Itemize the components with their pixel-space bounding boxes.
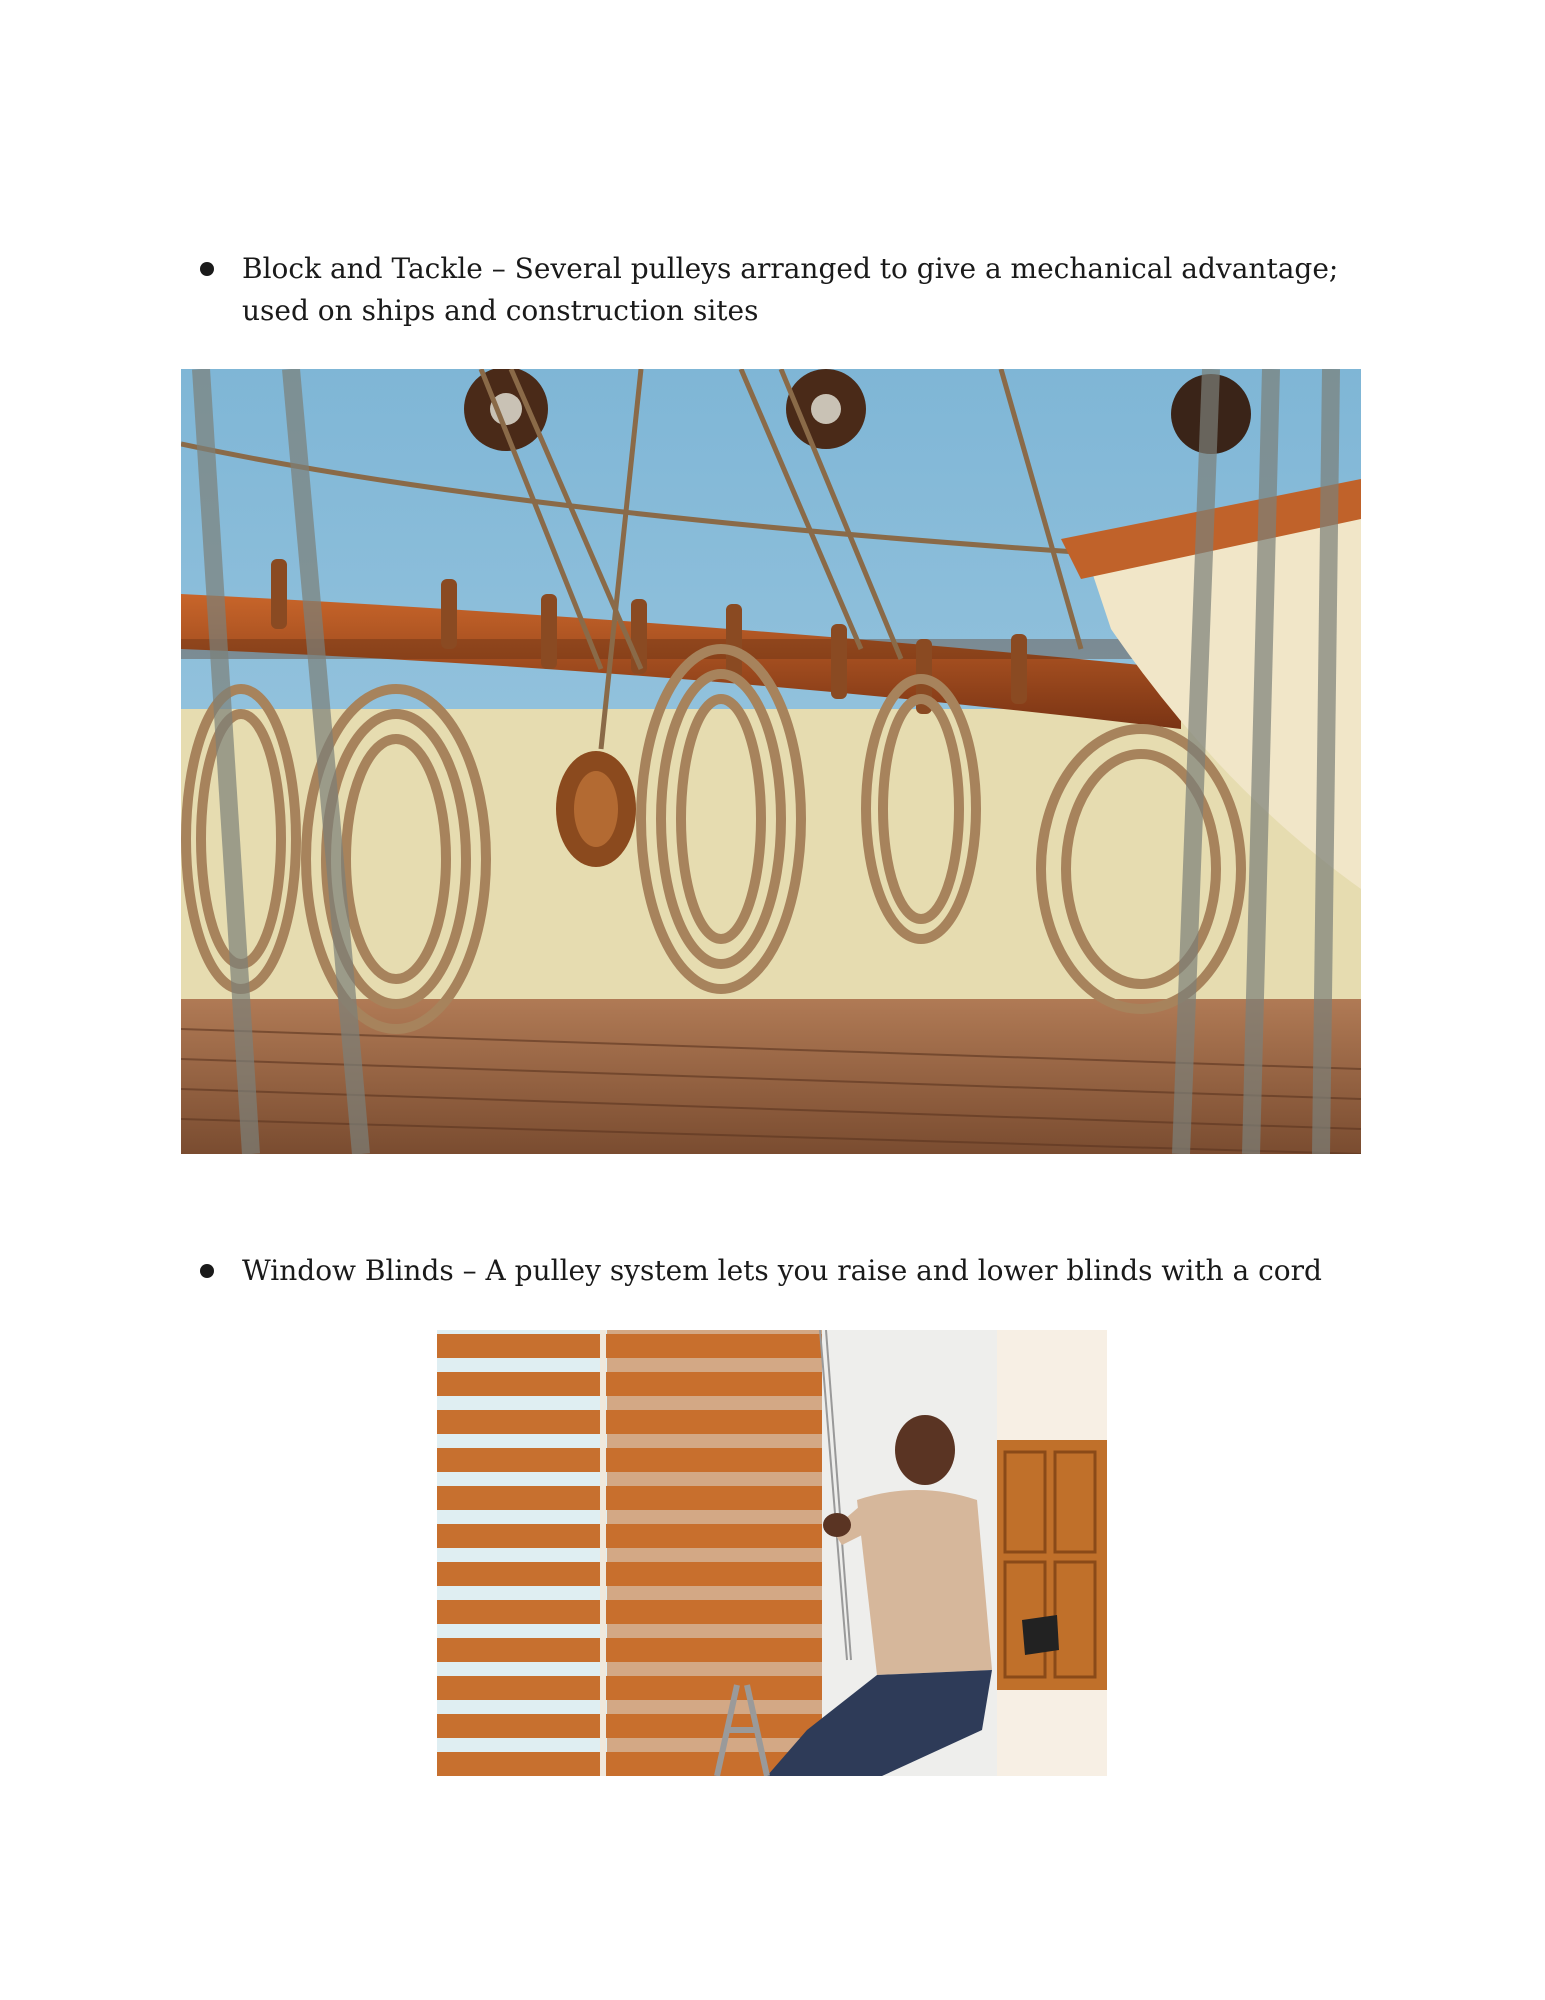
bullet-text: Window Blinds – A pulley system lets you raise and lower blinds with a cord — [242, 1254, 1322, 1287]
bullet-text: Block and Tackle – Several pulleys arranged to give a mechanical advantage; used on ships and construction sites — [242, 252, 1339, 327]
bullet-icon — [200, 262, 214, 276]
ship-rigging-photo — [181, 369, 1361, 1154]
window-blinds-photo — [437, 1330, 1107, 1776]
window-blinds-illustration — [437, 1330, 1107, 1776]
ship-rigging-illustration — [181, 369, 1361, 1154]
bullet-icon — [200, 1264, 214, 1278]
